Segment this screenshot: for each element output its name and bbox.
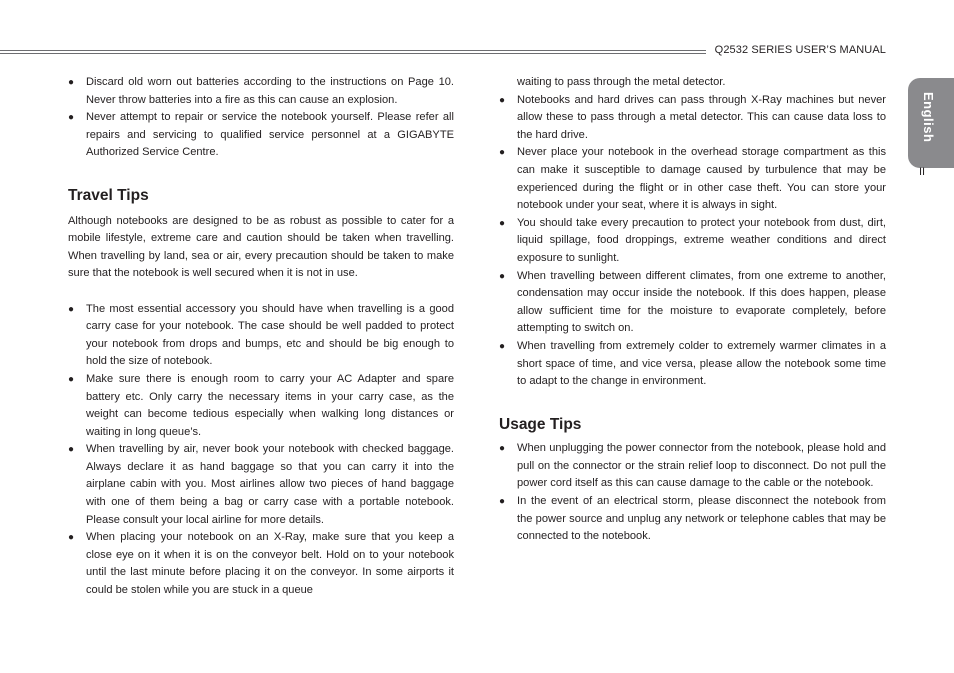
travel-bullet-list bbox=[68, 301, 454, 600]
bullet-icon: ● bbox=[499, 340, 506, 352]
list-item: ● When unplugging the power connector from the notebook, please hold and pull on the connector or the strain relief loop to disconnect. Do not pull the power cord itself as this can cause damage to the cable or the notebook. bbox=[499, 442, 886, 490]
bullet-icon: ● bbox=[499, 270, 506, 282]
bullet-icon: ● bbox=[499, 443, 506, 455]
left-column bbox=[68, 74, 454, 600]
header-rule-secondary bbox=[0, 53, 706, 54]
bullet-icon: ● bbox=[499, 496, 506, 508]
language-tab-label: English bbox=[921, 92, 936, 143]
travel-tips-intro: Although notebooks are designed to be as robust as possible to cater for a mobile lifestyle, extreme care and caution should be taken when travelling. When travelling by land, sea or air, every precaution should be taken to make sure that the notebook is well secured when it is not in use. bbox=[68, 214, 454, 280]
bullet-icon: ● bbox=[68, 303, 75, 315]
travel-bullet-list-continued bbox=[499, 92, 886, 391]
bullet-icon: ● bbox=[68, 112, 75, 124]
list-item: ● Make sure there is enough room to carry your AC Adapter and spare battery etc. Only carry the necessary items in your carry case, as the weight can become tedious especially when walking long distances or waiting in long queue’s. bbox=[68, 372, 454, 438]
bullet-icon: ● bbox=[68, 373, 75, 385]
list-item: ● When travelling from extremely colder to extremely warmer climates in a short space of time, and vice versa, please allow the notebook some time to adapt to the change in environment. bbox=[499, 339, 886, 388]
manual-title: Q2532 SERIES USER’S MANUAL bbox=[714, 44, 886, 56]
list-item: ● Discard old worn out batteries according to the instructions on Page 10. Never throw batteries into a fire as this can cause an explosion. bbox=[68, 76, 454, 106]
bullet-icon: ● bbox=[68, 77, 75, 88]
bullet-icon: ● bbox=[499, 147, 506, 159]
list-item: ● Notebooks and hard drives can pass through X-Ray machines but never allow these to pass through a metal detector. This can cause data loss to the hard drive. bbox=[499, 93, 886, 141]
bullet-icon: ● bbox=[68, 532, 75, 544]
header-rule bbox=[0, 50, 706, 51]
bullet-icon: ● bbox=[499, 217, 506, 229]
list-item: ● The most essential accessory you should have when travelling is a good carry case for your notebook. The case should be well padded to protect your notebook from drops and bumps, etc and should be big enough to hold the size of notebook. bbox=[68, 302, 454, 368]
bullet-icon: ● bbox=[68, 444, 75, 456]
travel-tips-heading: Travel Tips bbox=[68, 186, 149, 204]
usage-tips-heading: Usage Tips bbox=[499, 415, 582, 433]
list-item: ● Never place your notebook in the overhead storage compartment as this can make it susceptible to damage caused by turbulence that may be experienced during the flight or in other case theft. You can store your notebook under your seat, where it is always in sight. bbox=[499, 146, 886, 212]
usage-bullet-list bbox=[499, 440, 886, 546]
list-item: ● Never attempt to repair or service the notebook yourself. Please refer all repairs and servicing to qualified service personnel at a GIGABYTE Authorized Service Centre. bbox=[68, 111, 454, 159]
right-column bbox=[499, 74, 886, 546]
list-item: ● In the event of an electrical storm, please disconnect the notebook from the power source and unplug any network or telephone cables that may be connected to the notebook. bbox=[499, 495, 886, 543]
list-item: ● You should take every precaution to protect your notebook from dust, dirt, liquid spillage, food droppings, extreme weather conditions and direct exposure to sunlight. bbox=[499, 216, 886, 264]
list-item: ● When travelling between different climates, from one extreme to another, condensation may occur inside the notebook. If this does happen, please allow sufficient time for the moisture to evaporate completely, before attempting to switch on. bbox=[499, 269, 886, 335]
safety-bullet-list bbox=[68, 74, 454, 162]
continued-text: waiting to pass through the metal detector. bbox=[517, 76, 726, 88]
list-item: ● When placing your notebook on an X-Ray, make sure that you keep a close eye on it when it is on the conveyor belt. Hold on to your notebook until the last minute before placing it on the conveyor. In some airports it could be stolen while you are stuck in a queue bbox=[68, 531, 454, 597]
list-item: ● When travelling by air, never book your notebook with checked baggage. Always declare it as hand baggage so that you can carry it into the airplane cabin with you. Most airlines allow two pieces of hand baggage with one of them being a bag or carry case with a portable notebook. Please consult your local airline for more details. bbox=[68, 443, 454, 526]
page-number: II bbox=[919, 166, 926, 178]
bullet-icon: ● bbox=[499, 94, 506, 106]
